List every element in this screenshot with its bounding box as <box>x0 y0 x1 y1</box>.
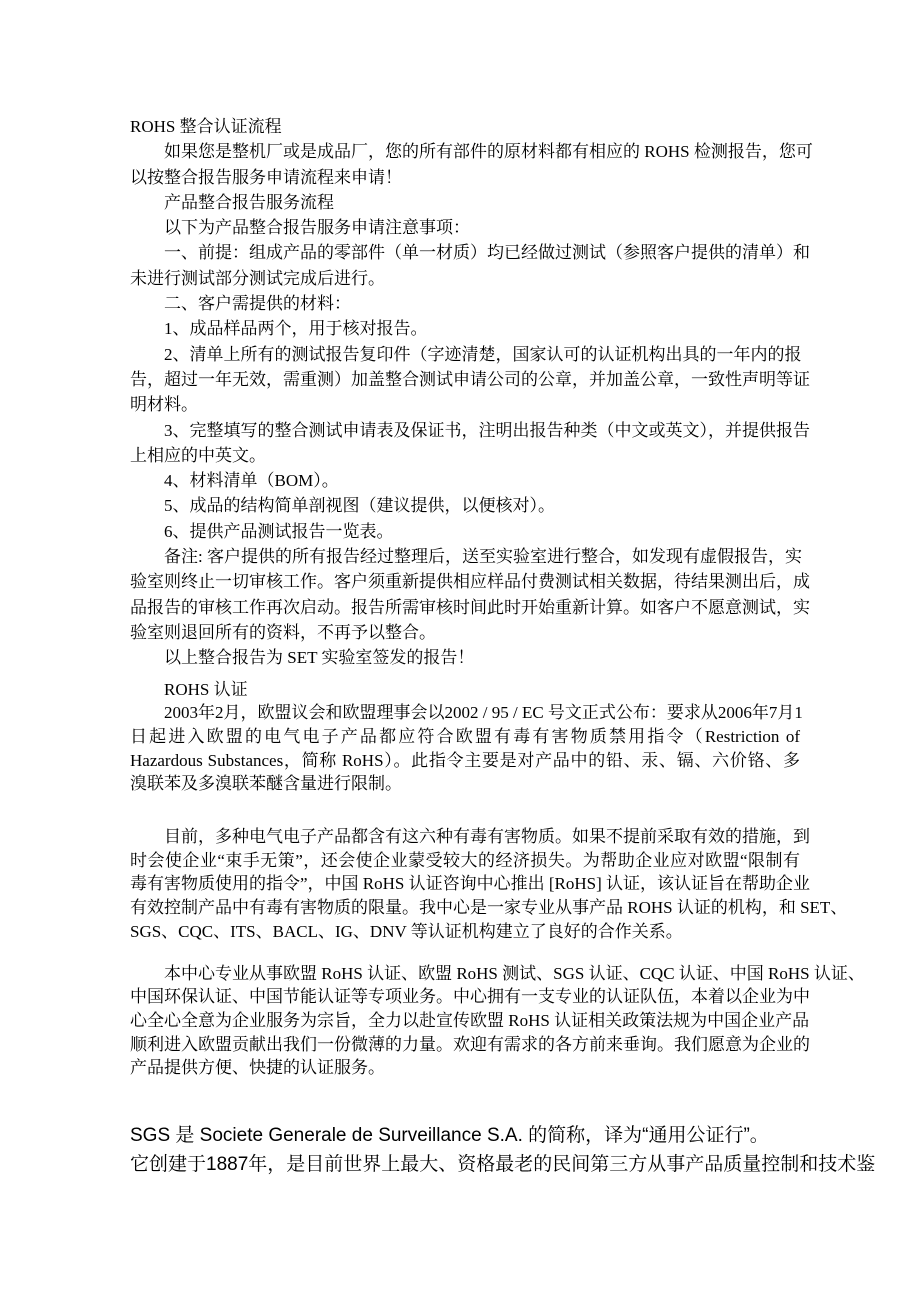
text-line: ROHS 认证 <box>164 679 248 699</box>
text-line: 一、前提：组成产品的零部件（单一材质）均已经做过测试（参照客户提供的清单）和 <box>164 243 810 263</box>
text-line: 目前，多种电气电子产品都含有这六种有毒有害物质。如果不提前采取有效的措施，到 <box>164 827 810 847</box>
text-line: 日起进入欧盟的电气电子产品都应符合欧盟有毒有害物质禁用指令（Restriction of <box>130 726 800 746</box>
text-line: 3、完整填写的整合测试申请表及保证书，注明出报告种类（中文或英文），并提供报告 <box>164 420 810 440</box>
text-line: 心全心全意为企业服务为宗旨，全力以赴宣传欧盟 RoHS 认证相关政策法规为中国企业产品 <box>130 1010 810 1030</box>
document-text-block <box>130 0 876 1179</box>
text-line: 顺利进入欧盟贡献出我们一份微薄的力量。欢迎有需求的各方前来垂询。我们愿意为企业的 <box>130 1034 810 1054</box>
text-line: 2003年2月，欧盟议会和欧盟理事会以2002 / 95 / EC 号文正式公布：要求从2006年7月1 <box>164 703 803 723</box>
text-line: 上相应的中英文。 <box>130 445 266 465</box>
text-line: 明材料。 <box>130 395 198 415</box>
text-line: 毒有害物质使用的指令”，中国 RoHS 认证咨询中心推出 [RoHS] 认证，该认证旨在帮助企业 <box>130 874 811 894</box>
text-line: 产品整合报告服务流程 <box>164 192 334 212</box>
text-line: 产品提供方便、快捷的认证服务。 <box>130 1058 385 1078</box>
text-line: 二、客户需提供的材料： <box>164 294 351 314</box>
text-line: 5、成品的结构简单剖视图（建议提供，以便核对）。 <box>164 496 555 516</box>
text-line: 时会使企业“束手无策”，还会使企业蒙受较大的经济损失。为帮助企业应对欧盟“限制有 <box>130 850 800 870</box>
section-hazardous-substances-situation <box>130 825 848 944</box>
text-line: SGS 是 Societe Generale de Surveillance S.A. 的简称，译为“通用公证行”。 <box>130 1125 769 1147</box>
text-line: 品报告的审核工作再次启动。报告所需审核时间此时开始重新计算。如客户不愿意测试，实 <box>130 597 810 617</box>
section-rohs-integration-certification-process <box>130 114 813 671</box>
section-rohs-certification-directive <box>130 678 803 797</box>
text-line: 有效控制产品中有毒有害物质的限量。我中心是一家专业从事产品 ROHS 认证的机构，和 SET、 <box>130 898 848 918</box>
text-line: 如果您是整机厂或是成品厂，您的所有部件的原材料都有相应的 ROHS 检测报告，您可 <box>164 142 813 162</box>
text-line: 告，超过一年无效，需重测）加盖整合测试申请公司的公章，并加盖公章，一致性声明等证 <box>130 369 810 389</box>
text-line: SGS、CQC、ITS、BACL、IG、DNV 等认证机构建立了良好的合作关系。 <box>130 921 683 941</box>
section-certification-center-services <box>130 962 865 1081</box>
text-line: 中国环保认证、中国节能认证等专项业务。中心拥有一支专业的认证队伍，本着以企业为中 <box>130 987 810 1007</box>
text-line: 验室则退回所有的资料，不再予以整合。 <box>130 622 436 642</box>
text-line: 它创建于1887年，是目前世界上最大、资格最老的民间第三方从事产品质量控制和技术鉴 <box>130 1154 876 1176</box>
text-line: 以按整合报告服务申请流程来申请！ <box>130 167 402 187</box>
text-line: 6、提供产品测试报告一览表。 <box>164 521 394 541</box>
text-line: 溴联苯及多溴联苯醚含量进行限制。 <box>130 774 402 794</box>
text-line: 以上整合报告为 SET 实验室签发的报告！ <box>164 648 475 668</box>
section-sgs-introduction <box>130 1121 876 1179</box>
text-line: 本中心专业从事欧盟 RoHS 认证、欧盟 RoHS 测试、SGS 认证、CQC 认证、中国 RoHS 认证、 <box>164 963 865 983</box>
text-line: 4、材料清单（BOM）。 <box>164 471 339 491</box>
text-line: 2、清单上所有的测试报告复印件（字迹清楚，国家认可的认证机构出具的一年内的报 <box>164 344 802 364</box>
text-line: 备注: 客户提供的所有报告经过整理后，送至实验室进行整合，如发现有虚假报告，实 <box>164 547 802 567</box>
text-line: 未进行测试部分测试完成后进行。 <box>130 268 385 288</box>
text-line: 验室则终止一切审核工作。客户须重新提供相应样品付费测试相关数据，待结果测出后，成 <box>130 572 810 592</box>
text-line: 1、成品样品两个，用于核对报告。 <box>164 319 428 339</box>
text-line: 以下为产品整合报告服务申请注意事项： <box>164 218 470 238</box>
text-line: Hazardous Substances，简称 RoHS）。此指令主要是对产品中的铅、汞、镉、六价铬、多 <box>130 750 800 770</box>
text-line: ROHS 整合认证流程 <box>130 117 282 136</box>
